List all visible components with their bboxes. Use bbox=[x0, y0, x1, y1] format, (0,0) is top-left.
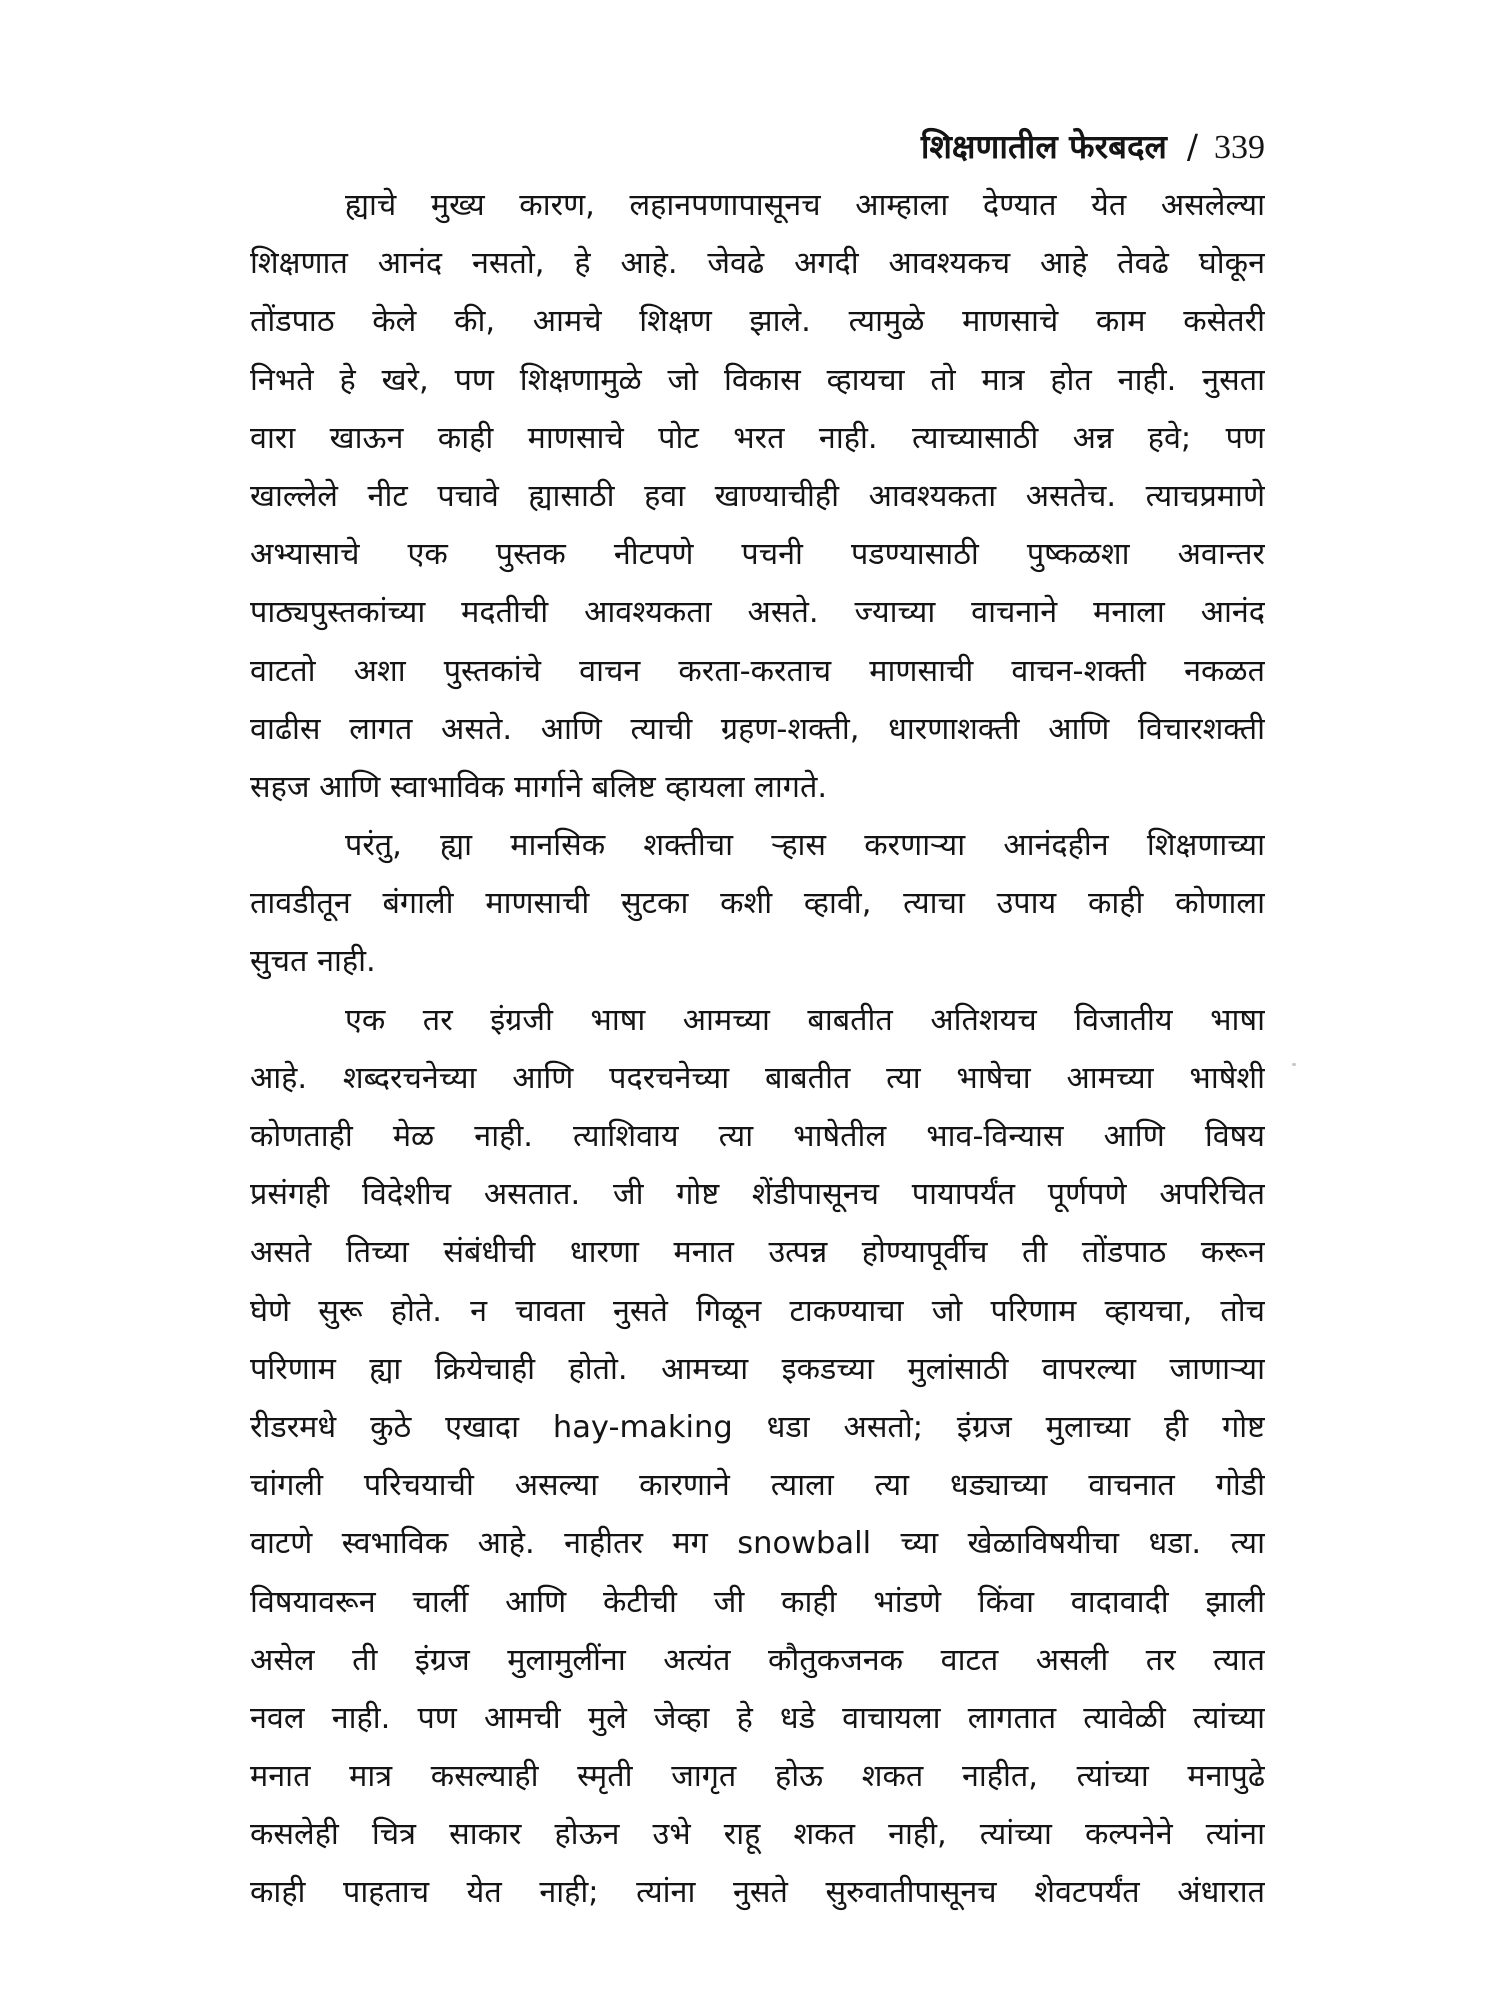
text-line: खाल्लेले नीट पचावे ह्यासाठी हवा खाण्याचीही आवश्यकता असतेच. त्याचप्रमाणे bbox=[250, 478, 1265, 514]
header-separator: / bbox=[1186, 127, 1198, 166]
text-line: एक तर इंग्रजी भाषा आमच्या बाबतीत अतिशयच विजातीय भाषा bbox=[345, 1002, 1265, 1038]
text-line: सहज आणि स्वाभाविक मार्गाने बलिष्ट व्हायला लागते. bbox=[250, 769, 828, 805]
text-line: सुचत नाही. bbox=[250, 944, 376, 980]
text-line: असेल ती इंग्रज मुलामुलींना अत्यंत कौतुकजनक वाटत असली तर त्यात bbox=[250, 1642, 1265, 1678]
text-line: आहे. शब्दरचनेच्या आणि पदरचनेच्या बाबतीत त्या भाषेचा आमच्या भाषेशी bbox=[250, 1060, 1265, 1096]
text-line: तोंडपाठ केले की, आमचे शिक्षण झाले. त्यामुळे माणसाचे काम कसेतरी bbox=[250, 304, 1265, 340]
text-line: असते तिच्या संबंधीची धारणा मनात उत्पन्न होण्यापूर्वीच ती तोंडपाठ करून bbox=[250, 1235, 1265, 1271]
paragraph-2 bbox=[250, 817, 1265, 992]
text-line: निभते हे खरे, पण शिक्षणामुळे जो विकास व्हायचा तो मात्र होत नाही. नुसता bbox=[250, 362, 1265, 398]
text-line: तावडीतून बंगाली माणसाची सुटका कशी व्हावी, त्याचा उपाय काही कोणाला bbox=[250, 886, 1265, 922]
scan-speck bbox=[1292, 1063, 1296, 1066]
text-line: चांगली परिचयाची असल्या कारणाने त्याला त्या धड्याच्या वाचनात गोडी bbox=[250, 1468, 1265, 1504]
text-line: परंतु, ह्या मानसिक शक्तीचा ऱ्हास करणाऱ्या आनंदहीन शिक्षणाच्या bbox=[345, 828, 1265, 864]
running-header bbox=[0, 122, 1265, 173]
page-number: 339 bbox=[1214, 129, 1265, 166]
text-line: रीडरमधे कुठे एखादा hay-making धडा असतो; इंग्रज मुलाच्या ही गोष्ट bbox=[250, 1409, 1265, 1445]
paragraph-1 bbox=[250, 177, 1265, 817]
text-line: घेणे सुरू होते. न चावता नुसते गिळून टाकण्याचा जो परिणाम व्हायचा, तोच bbox=[250, 1293, 1265, 1329]
text-line: काही पाहताच येत नाही; त्यांना नुसते सुरुवातीपासूनच शेवटपर्यंत अंधारात bbox=[250, 1875, 1265, 1911]
body-text bbox=[250, 177, 1265, 1923]
chapter-title: शिक्षणातील फेरबदल bbox=[920, 127, 1167, 166]
text-line: परिणाम ह्या क्रियेचाही होतो. आमच्या इकडच्या मुलांसाठी वापरल्या जाणाऱ्या bbox=[250, 1351, 1265, 1387]
text-line: कसलेही चित्र साकार होऊन उभे राहू शकत नाही, त्यांच्या कल्पनेने त्यांना bbox=[250, 1817, 1265, 1853]
text-line: ह्याचे मुख्य कारण, लहानपणापासूनच आम्हाला देण्यात येत असलेल्या bbox=[345, 188, 1265, 223]
text-line: विषयावरून चार्ली आणि केटीची जी काही भांडणे किंवा वादावादी झाली bbox=[250, 1584, 1265, 1620]
text-line: कोणताही मेळ नाही. त्याशिवाय त्या भाषेतील भाव-विन्यास आणि विषय bbox=[250, 1119, 1265, 1154]
text-line: वाटतो अशा पुस्तकांचे वाचन करता-करताच माणसाची वाचन-शक्ती नकळत bbox=[250, 653, 1265, 689]
text-line: पाठ्यपुस्तकांच्या मदतीची आवश्यकता असते. ज्याच्या वाचनाने मनाला आनंद bbox=[250, 595, 1265, 631]
text-line: प्रसंगही विदेशीच असतात. जी गोष्ट शेंडीपासूनच पायापर्यंत पूर्णपणे अपरिचित bbox=[250, 1177, 1265, 1213]
text-line: वारा खाऊन काही माणसाचे पोट भरत नाही. त्याच्यासाठी अन्न हवे; पण bbox=[250, 420, 1265, 456]
paragraph-3 bbox=[250, 992, 1265, 1923]
text-line: वाढीस लागत असते. आणि त्याची ग्रहण-शक्ती, धारणाशक्ती आणि विचारशक्ती bbox=[250, 711, 1265, 747]
text-line: शिक्षणात आनंद नसतो, हे आहे. जेवढे अगदी आवश्यकच आहे तेवढे घोकून bbox=[250, 246, 1265, 282]
text-line: नवल नाही. पण आमची मुले जेव्हा हे धडे वाचायला लागतात त्यावेळी त्यांच्या bbox=[250, 1700, 1265, 1736]
text-line: अभ्यासाचे एक पुस्तक नीटपणे पचनी पडण्यासाठी पुष्कळशा अवान्तर bbox=[250, 537, 1265, 573]
text-line: वाटणे स्वभाविक आहे. नाहीतर मग snowball च्या खेळाविषयीचा धडा. त्या bbox=[250, 1526, 1265, 1562]
text-line: मनात मात्र कसल्याही स्मृती जागृत होऊ शकत नाहीत, त्यांच्या मनापुढे bbox=[250, 1759, 1265, 1795]
